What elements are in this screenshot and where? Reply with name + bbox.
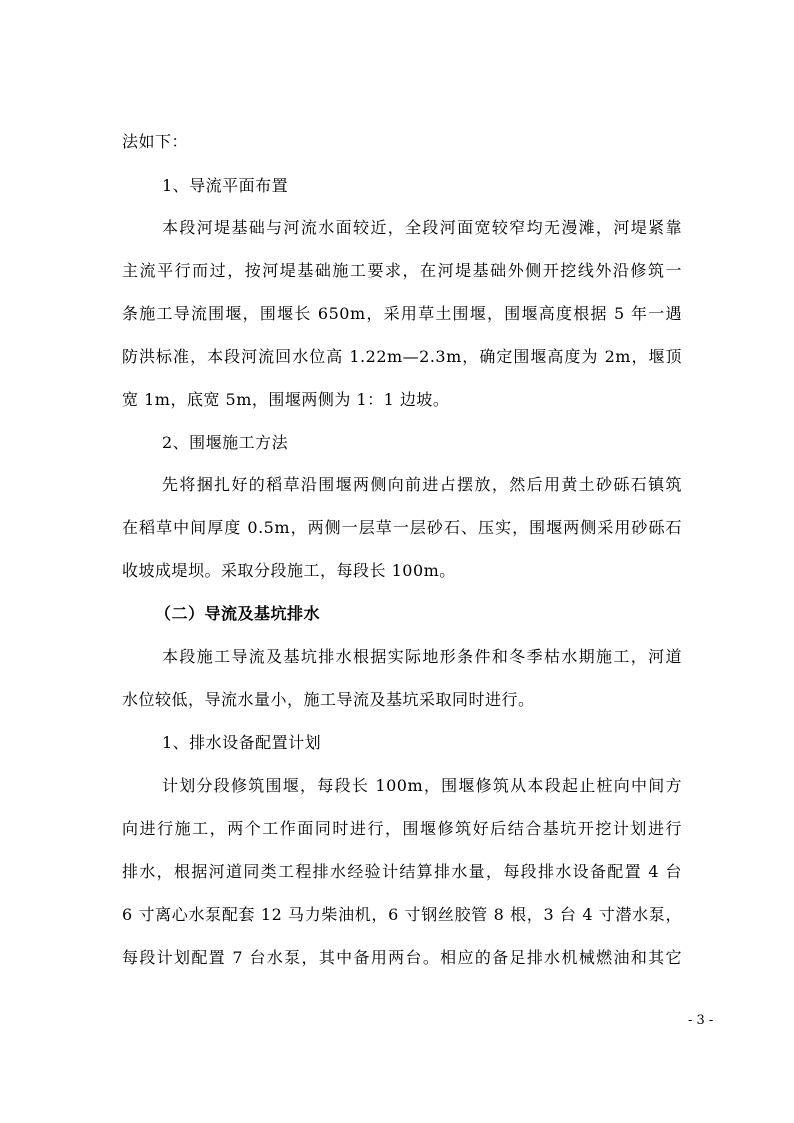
section-heading: 2、围堰施工方法	[162, 433, 289, 452]
paragraph-line: 排水，根据河道同类工程排水经验计结算排水量，每段排水设备配置 4 台	[122, 862, 682, 881]
paragraph-line: 先将捆扎好的稻草沿围堰两侧向前进占摆放，然后用黄土砂砾石镇筑	[162, 475, 682, 494]
section-heading: 1、导流平面布置	[162, 176, 289, 195]
paragraph-line: 水位较低，导流水量小，施工导流及基坑采取同时进行。	[122, 690, 535, 709]
paragraph-line: 6 寸离心水泵配套 12 马力柴油机，6 寸钢丝胶管 8 根，3 台 4 寸潜水泵，	[122, 905, 682, 924]
paragraph-line: 法如下：	[122, 132, 189, 151]
paragraph-line: 计划分段修筑围堰，每段长 100m，围堰修筑从本段起止桩向中间方	[162, 776, 682, 795]
paragraph-line: 宽 1m，底宽 5m，围堰两侧为 1：1 边坡。	[122, 390, 450, 409]
section-heading: 1、排水设备配置计划	[162, 733, 322, 752]
paragraph-line: 本段河堤基础与河流水面较近，全段河面宽较窄均无漫滩，河堤紧靠	[162, 218, 682, 237]
chapter-heading: （二）导流及基坑排水	[155, 604, 321, 623]
page-number: - 3 -	[688, 1013, 714, 1028]
paragraph-line: 每段计划配置 7 台水泵，其中备用两台。相应的备足排水机械燃油和其它	[122, 948, 682, 967]
paragraph-line: 条施工导流围堰，围堰长 650m，采用草土围堰，围堰高度根据 5 年一遇	[122, 304, 682, 323]
paragraph-line: 本段施工导流及基坑排水根据实际地形条件和冬季枯水期施工，河道	[162, 647, 682, 666]
paragraph-line: 收坡成堤坝。采取分段施工，每段长 100m。	[122, 561, 456, 580]
paragraph-line: 向进行施工，两个工作面同时进行，围堰修筑好后结合基坑开挖计划进行	[122, 819, 682, 838]
paragraph-line: 防洪标准，本段河流回水位高 1.22m—2.3m，确定围堰高度为 2m，堰顶	[122, 347, 682, 366]
paragraph-line: 在稻草中间厚度 0.5m，两侧一层草一层砂石、压实，围堰两侧采用砂砾石	[122, 518, 682, 537]
paragraph-line: 主流平行而过，按河堤基础施工要求，在河堤基础外侧开挖线外沿修筑一	[122, 261, 682, 280]
